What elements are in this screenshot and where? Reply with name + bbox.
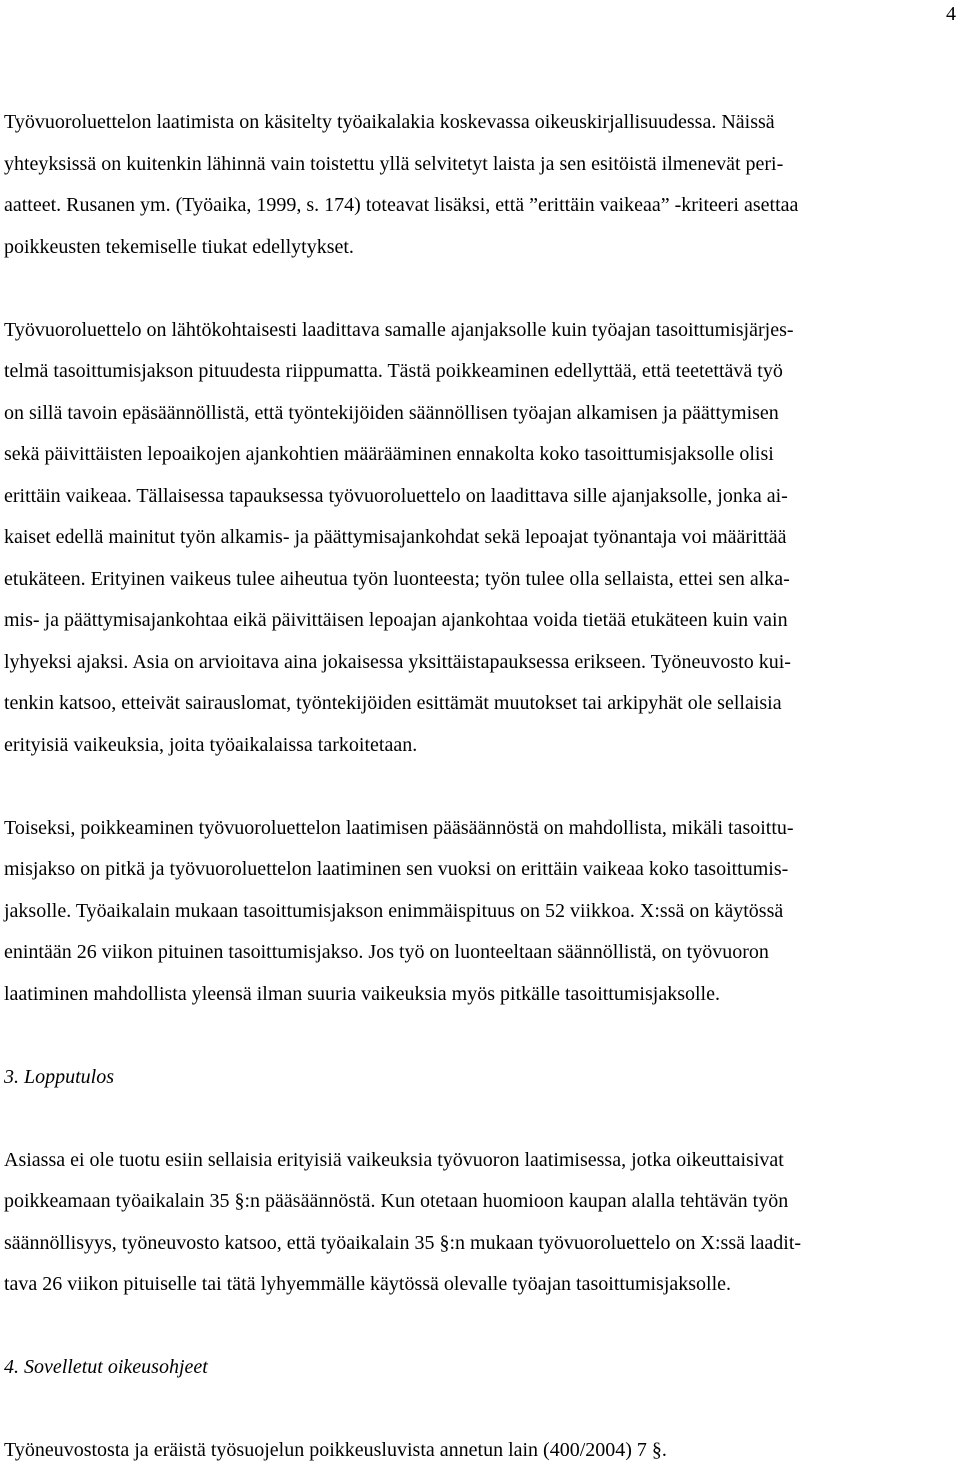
paragraph-3 xyxy=(4,808,952,1016)
text-line: erittäin vaikeaa. Tällaisessa tapauksessa työvuoroluettelo on laadittava sille ajanjaksolle, jonka ai- xyxy=(4,484,788,507)
text-line: Työvuoroluettelo on lähtökohtaisesti laadittava samalle ajanjaksolle kuin työajan tasoittumisjärjes- xyxy=(4,318,794,341)
text-line: Työneuvostosta ja eräistä työsuojelun poikkeusluvista annetun lain (400/2004) 7 §. xyxy=(4,1439,667,1461)
text-line: poikkeusten tekemiselle tiukat edellytykset. xyxy=(4,235,354,258)
text-line: aatteet. Rusanen ym. (Työaika, 1999, s. 174) toteavat lisäksi, että ”erittäin vaikeaa” -kriteeri asettaa xyxy=(4,194,799,216)
paragraph-gap xyxy=(4,1306,952,1348)
paragraph-2 xyxy=(4,310,952,767)
text-line: tava 26 viikon pituiselle tai tätä lyhyemmälle käytössä olevalle työajan tasoittumisjaksolle. xyxy=(4,1273,732,1295)
text-line: kaiset edellä mainitut työn alkamis- ja päättymisajankohdat sekä lepoajat työnantaja voi määrittää xyxy=(4,526,787,548)
text-line: misjakso on pitkä ja työvuoroluettelon laatiminen sen vuoksi on erittäin vaikeaa koko tasoittumis- xyxy=(4,858,789,880)
section-heading-sovelletut-oikeusohjeet xyxy=(4,1347,952,1389)
paragraph-gap xyxy=(4,1098,952,1140)
text-line: mis- ja päättymisajankohtaa eikä päivittäisen lepoajan ajankohtaa voida tietää etukäteen kuin vain xyxy=(4,609,788,631)
paragraph-gap xyxy=(4,1015,952,1057)
paragraph-4 xyxy=(4,1140,952,1306)
text-line: etukäteen. Erityinen vaikeus tulee aiheutua työn luonteesta; työn tulee olla sellaista, ettei sen alka- xyxy=(4,567,790,590)
text-line: yhteyksissä on kuitenkin lähinnä vain toistettu yllä selvitetyt laista ja sen esitöistä ilmenevät peri- xyxy=(4,152,784,175)
heading-text: 3. Lopputulos xyxy=(4,1065,115,1088)
text-line: jaksolle. Työaikalain mukaan tasoittumisjakson enimmäispituus on 52 viikkoa. X:ssä on käytössä xyxy=(4,899,784,922)
paragraph-1 xyxy=(4,102,952,268)
page-number: 4 xyxy=(946,3,956,25)
text-line: telmä tasoittumisjakson pituudesta riippumatta. Tästä poikkeaminen edellyttää, että teetettävä työ xyxy=(4,360,783,382)
document-body xyxy=(4,102,952,1472)
text-line: Asiassa ei ole tuotu esiin sellaisia erityisiä vaikeuksia työvuoron laatimisessa, jotka oikeuttaisivat xyxy=(4,1148,784,1171)
text-line: säännöllisyys, työneuvosto katsoo, että työaikalain 35 §:n mukaan työvuoroluettelo on X:ssä laadit- xyxy=(4,1231,802,1254)
text-line: on sillä tavoin epäsäännöllistä, että työntekijöiden säännöllisen työajan alkamisen ja päättymisen xyxy=(4,401,779,424)
text-line: laatiminen mahdollista yleensä ilman suuria vaikeuksia myös pitkälle tasoittumisjaksolle. xyxy=(4,982,720,1005)
text-line: sekä päivittäisten lepoaikojen ajankohtien määrääminen ennakolta koko tasoittumisjaksolle olisi xyxy=(4,443,774,465)
text-line: erityisiä vaikeuksia, joita työaikalaissa tarkoitetaan. xyxy=(4,733,418,756)
heading-text: 4. Sovelletut oikeusohjeet xyxy=(4,1356,208,1378)
text-line: poikkeamaan työaikalain 35 §:n pääsäännöstä. Kun otetaan huomioon kaupan alalla tehtävän työn xyxy=(4,1190,789,1212)
text-line: Toiseksi, poikkeaminen työvuoroluettelon laatimisen pääsäännöstä on mahdollista, mikäli tasoittu- xyxy=(4,816,794,839)
text-line: lyhyeksi ajaksi. Asia on arvioitava aina jokaisessa yksittäistapauksessa erikseen. Työneuvosto kui- xyxy=(4,650,791,673)
text-line: enintään 26 viikon pituinen tasoittumisjakso. Jos työ on luonteeltaan säännöllistä, on työvuoron xyxy=(4,941,769,963)
paragraph-gap xyxy=(4,766,952,808)
text-line: tenkin katsoo, etteivät sairauslomat, työntekijöiden esittämät muutokset tai arkipyhät ole sellaisia xyxy=(4,692,782,714)
paragraph-gap xyxy=(4,1389,952,1431)
section-heading-lopputulos xyxy=(4,1057,952,1099)
text-line: Työvuoroluettelon laatimista on käsitelty työaikalakia koskevassa oikeuskirjallisuudessa. Näissä xyxy=(4,111,775,133)
paragraph-gap xyxy=(4,268,952,310)
